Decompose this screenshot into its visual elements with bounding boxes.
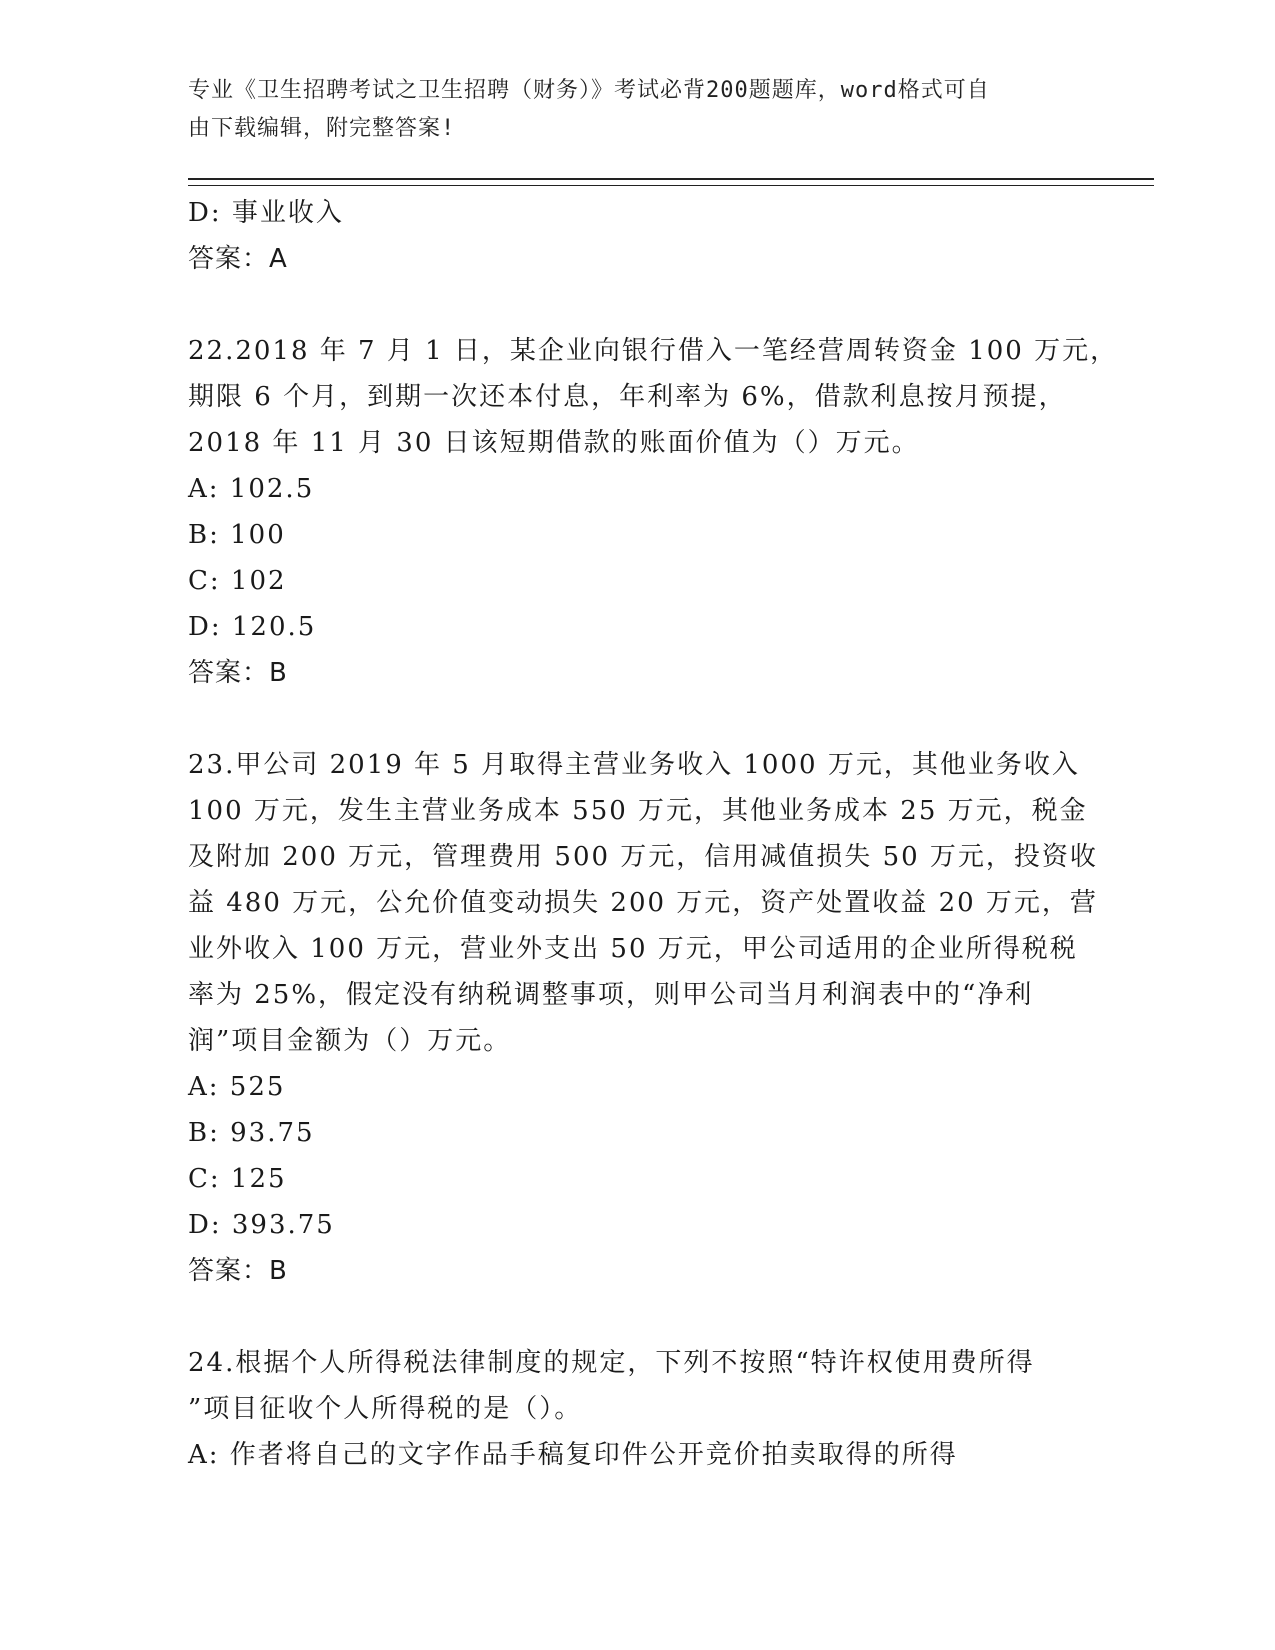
spacer	[188, 696, 1108, 742]
header-line-2: 由下载编辑，附完整答案!	[188, 116, 456, 141]
question-22-line-3: 2018 年 11 月 30 日该短期借款的账面价值为（）万元。	[188, 428, 920, 458]
question-23-line-6: 率为 25%，假定没有纳税调整事项，则甲公司当月利润表中的“净利	[188, 980, 1034, 1010]
question-23-option-b: B: 93.75	[188, 1118, 315, 1148]
question-24-line-2: ”项目征收个人所得税的是（）。	[188, 1394, 583, 1424]
question-22	[188, 328, 1119, 696]
question-23-line-4: 益 480 万元，公允价值变动损失 200 万元，资产处置收益 20 万元，营	[188, 888, 1098, 918]
question-23-line-5: 业外收入 100 万元，营业外支出 50 万元，甲公司适用的企业所得税税	[188, 934, 1078, 964]
spacer	[188, 282, 1108, 328]
question-22-option-d: D: 120.5	[188, 612, 317, 642]
question-23-line-7: 润”项目金额为（）万元。	[188, 1026, 512, 1056]
document-body	[188, 190, 1119, 1478]
question-23-option-a: A: 525	[188, 1072, 286, 1102]
question-22-option-b: B: 100	[188, 520, 286, 550]
question-23-line-3: 及附加 200 万元，管理费用 500 万元，信用减值损失 50 万元，投资收	[188, 842, 1098, 872]
question-22-option-a: A: 102.5	[188, 474, 315, 504]
question-22-option-c: C: 102	[188, 566, 287, 596]
question-24-line-1: 24.根据个人所得税法律制度的规定，下列不按照“特许权使用费所得	[188, 1348, 1035, 1378]
question-22-line-2: 期限 6 个月，到期一次还本付息，年利率为 6%，借款利息按月预提，	[188, 382, 1067, 412]
question-23-option-c: C: 125	[188, 1164, 287, 1194]
question-23-line-1: 23.甲公司 2019 年 5 月取得主营业务收入 1000 万元，其他业务收入	[188, 750, 1080, 780]
question-23-line-2: 100 万元，发生主营业务成本 550 万元，其他业务成本 25 万元，税金	[188, 796, 1088, 826]
question-22-answer: 答案：B	[188, 658, 288, 688]
question-23-answer: 答案：B	[188, 1256, 288, 1286]
prev-option-d: D: 事业收入	[188, 198, 344, 228]
spacer	[188, 1294, 1108, 1340]
prev-answer: 答案：A	[188, 244, 288, 274]
question-24	[188, 1340, 1108, 1478]
header-divider	[188, 178, 1154, 186]
question-23	[188, 742, 1108, 1294]
document-header	[188, 72, 1078, 148]
header-line-1: 专业《卫生招聘考试之卫生招聘（财务）》考试必背200题题库，word格式可自	[188, 78, 990, 103]
question-23-option-d: D: 393.75	[188, 1210, 335, 1240]
question-22-line-1: 22.2018 年 7 月 1 日，某企业向银行借入一笔经营周转资金 100 万元，	[188, 336, 1119, 366]
question-24-option-a: A: 作者将自己的文字作品手稿复印件公开竞价拍卖取得的所得	[188, 1440, 958, 1470]
